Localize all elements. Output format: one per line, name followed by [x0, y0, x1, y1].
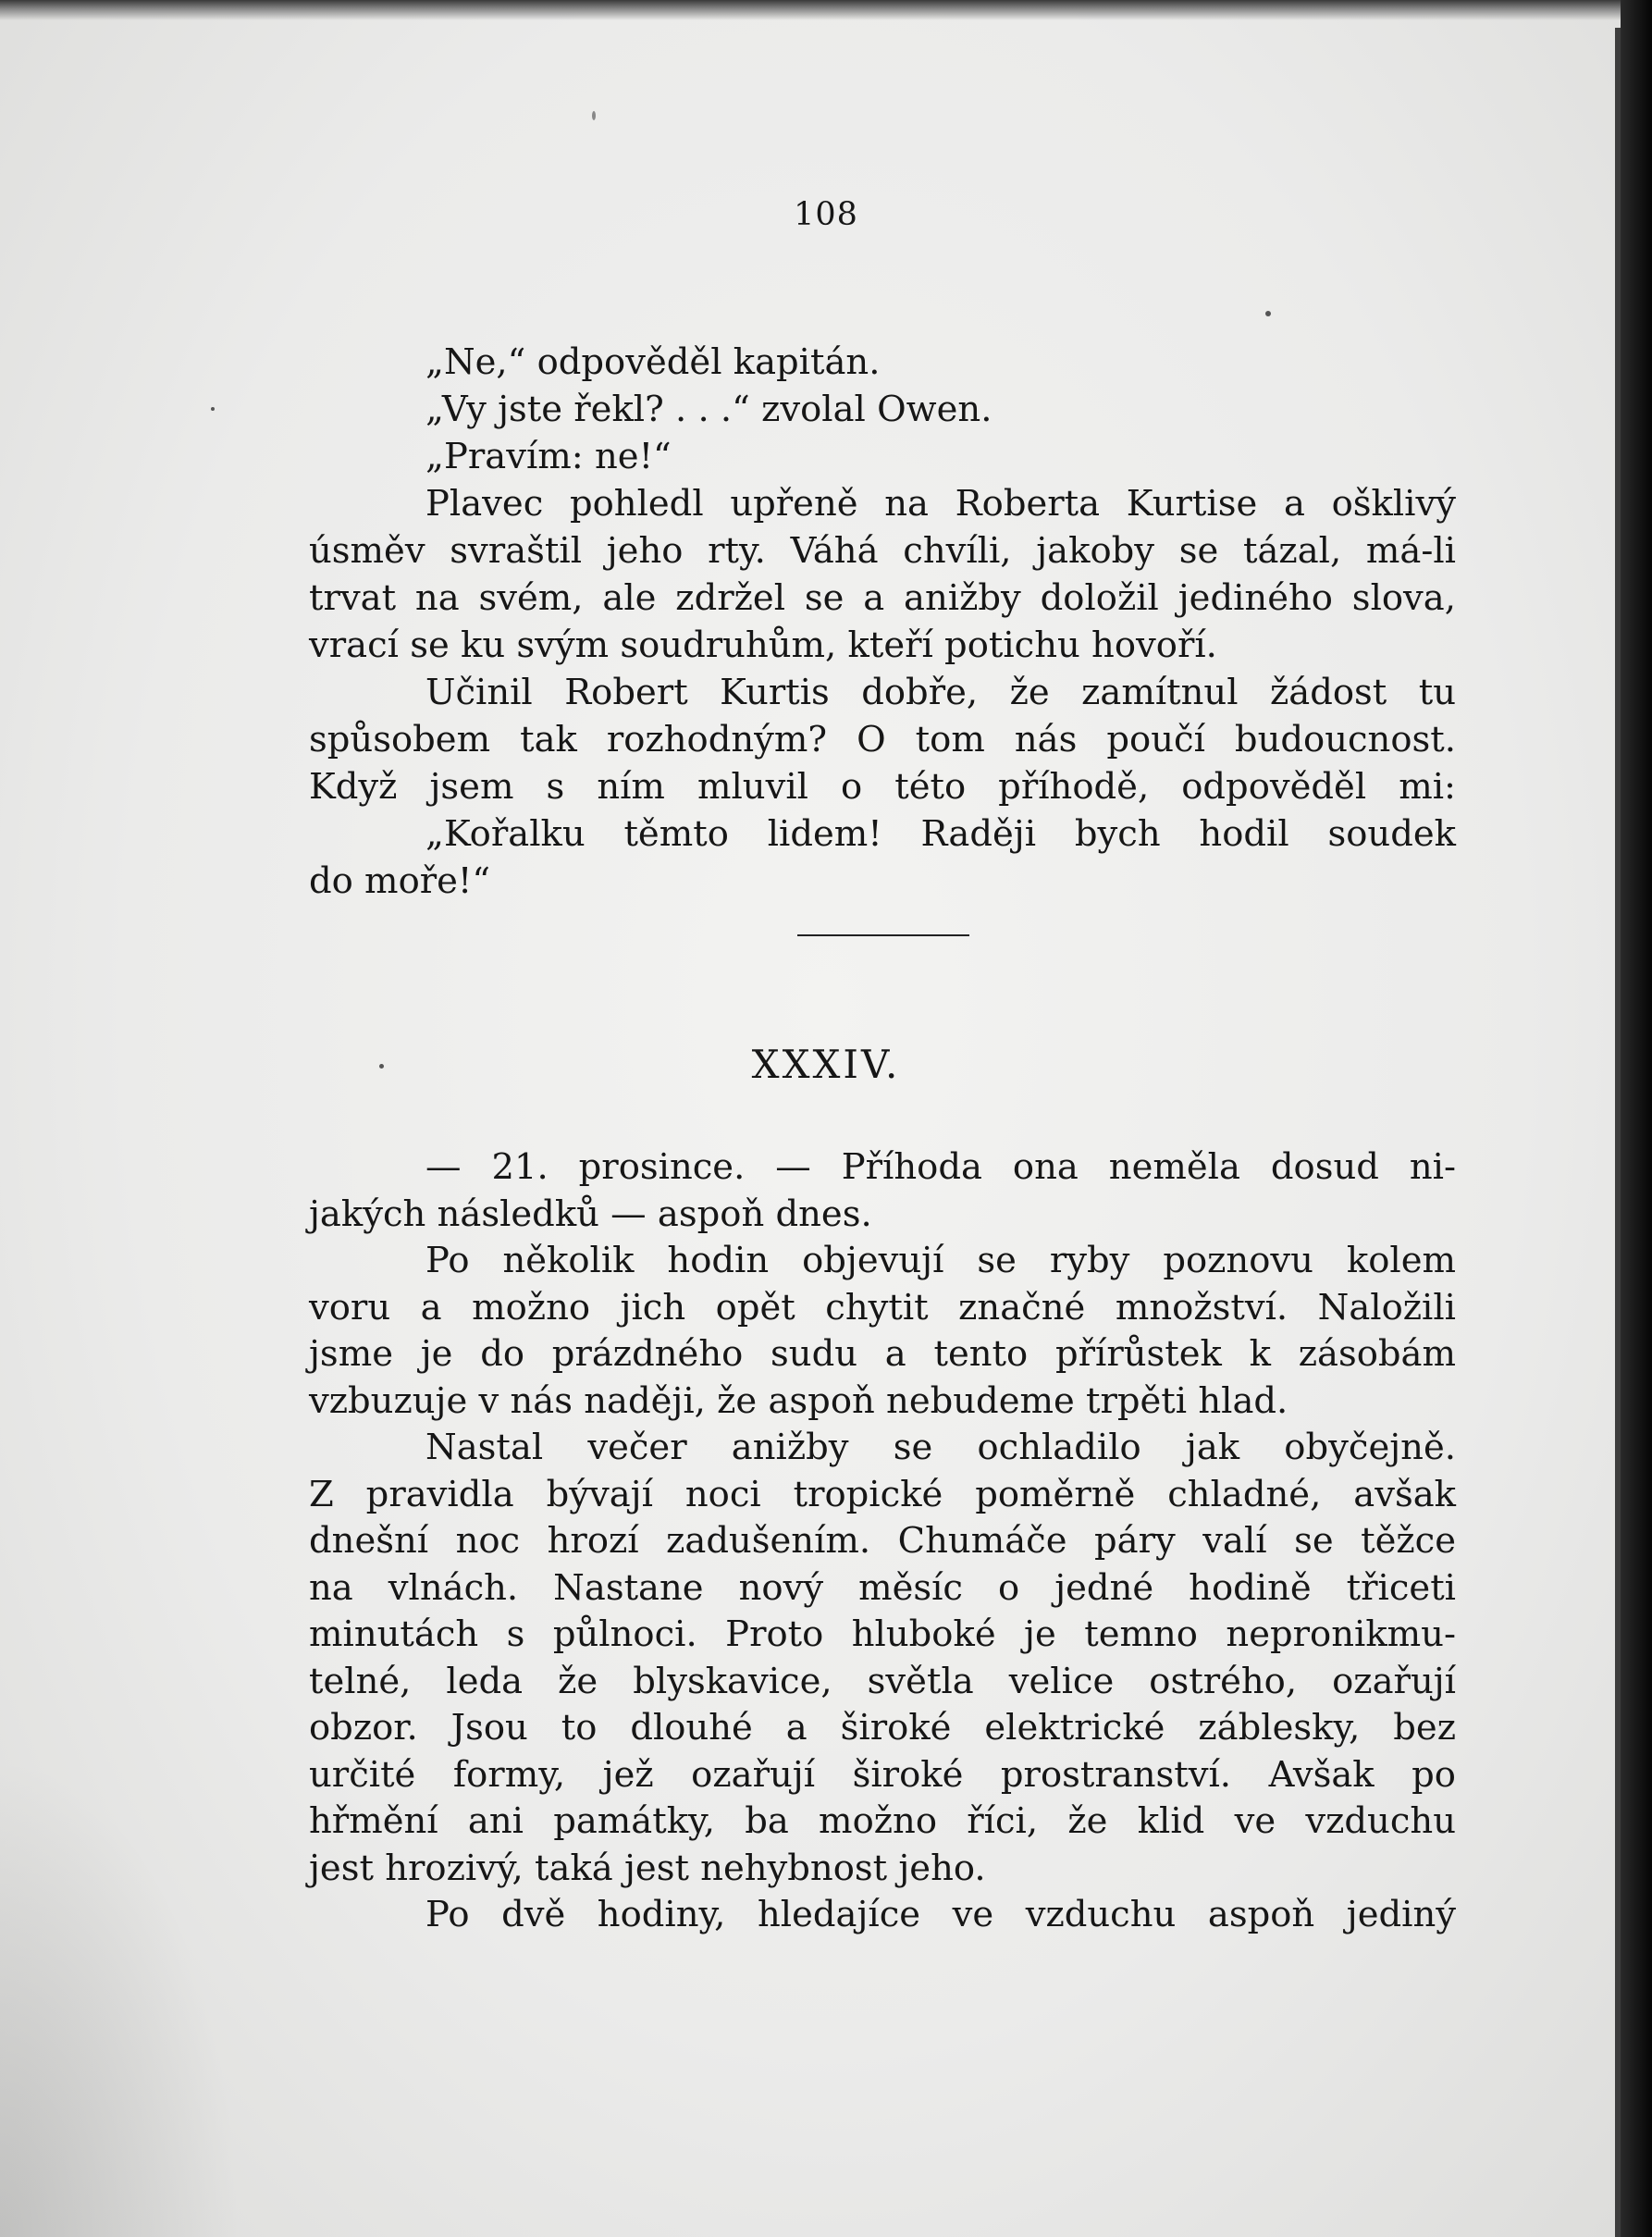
- text-line: „Kořalku těmto lidem! Raději bych hodil soudek: [425, 813, 1456, 855]
- chapter-title: XXXIV.: [751, 1042, 901, 1087]
- scan-top-edge: [0, 0, 1652, 20]
- section-separator-rule: [797, 934, 969, 936]
- text-line: voru a možno jich opět chytit značné množství. Naložili: [309, 1286, 1456, 1329]
- text-block-bottom: [309, 1144, 1456, 1939]
- text-line: Učinil Robert Kurtis dobře, že zamítnul žádost tu: [425, 672, 1456, 713]
- text-line: trvat na svém, ale zdržel se a anižby doložil jediného slova,: [309, 577, 1456, 619]
- text-line: Nastal večer anižby se ochladilo jak obyčejně.: [425, 1427, 1456, 1468]
- text-line: do moře!“: [309, 860, 491, 902]
- text-line: Po dvě hodiny, hledajíce ve vzduchu aspoň jediný: [425, 1894, 1456, 1935]
- text-line: „Ne,“ odpověděl kapitán.: [425, 341, 881, 383]
- text-line: Když jsem s ním mluvil o této příhodě, odpověděl mi:: [309, 766, 1456, 808]
- text-line: určité formy, jež ozařují široké prostranství. Avšak po: [309, 1753, 1456, 1796]
- text-line: minutách s půlnoci. Proto hluboké je temno nepronikmu-: [309, 1613, 1456, 1655]
- text-line: obzor. Jsou to dlouhé a široké elektrické záblesky, bez: [309, 1707, 1456, 1749]
- text-line: vrací se ku svým soudruhům, kteří potichu hovoří.: [309, 624, 1217, 666]
- text-line: „Pravím: ne!“: [425, 436, 672, 477]
- text-line: jest hrozivý, taká jest nehybnost jeho.: [309, 1847, 986, 1889]
- text-line: „Vy jste řekl? . . .“ zvolal Owen.: [425, 389, 992, 430]
- text-line: Plavec pohledl upřeně na Roberta Kurtise a ošklivý: [425, 483, 1456, 525]
- scan-speck: [592, 111, 596, 120]
- text-block-top: [309, 339, 1456, 905]
- text-line: spůsobem tak rozhodným? O tom nás poučí budoucnost.: [309, 719, 1456, 760]
- scan-speck: [1265, 311, 1271, 316]
- text-line: vzbuzuje v nás naději, že aspoň nebudeme trpěti hlad.: [309, 1379, 1288, 1422]
- page-number: 108: [794, 196, 858, 233]
- text-line: Po několik hodin objevují se ryby poznovu kolem: [425, 1240, 1456, 1281]
- scan-speck: [211, 407, 215, 411]
- text-line: na vlnách. Nastane nový měsíc o jedné hodině třiceti: [309, 1566, 1456, 1609]
- text-line: telné, leda že blyskavice, světla velice ostrého, ozařují: [309, 1660, 1456, 1702]
- text-line: jakých následků — aspoň dnes.: [309, 1193, 872, 1235]
- text-line: hřmění ani památky, ba možno říci, že klid ve vzduchu: [309, 1800, 1456, 1842]
- scan-left-shadow: [0, 1758, 240, 2237]
- text-line: — 21. prosince. — Příhoda ona neměla dosud ni-: [425, 1146, 1456, 1188]
- text-line: jsme je do prázdného sudu a tento přírůstek k zásobám: [309, 1333, 1456, 1375]
- text-line: úsměv svraštil jeho rty. Váhá chvíli, jakoby se tázal, má-li: [309, 530, 1456, 572]
- text-line: Z pravidla bývají noci tropické poměrně chladné, avšak: [309, 1473, 1456, 1515]
- text-line: dnešní noc hrozí zadušením. Chumáče páry valí se těžce: [309, 1520, 1456, 1562]
- scan-right-edge: [1621, 0, 1652, 2237]
